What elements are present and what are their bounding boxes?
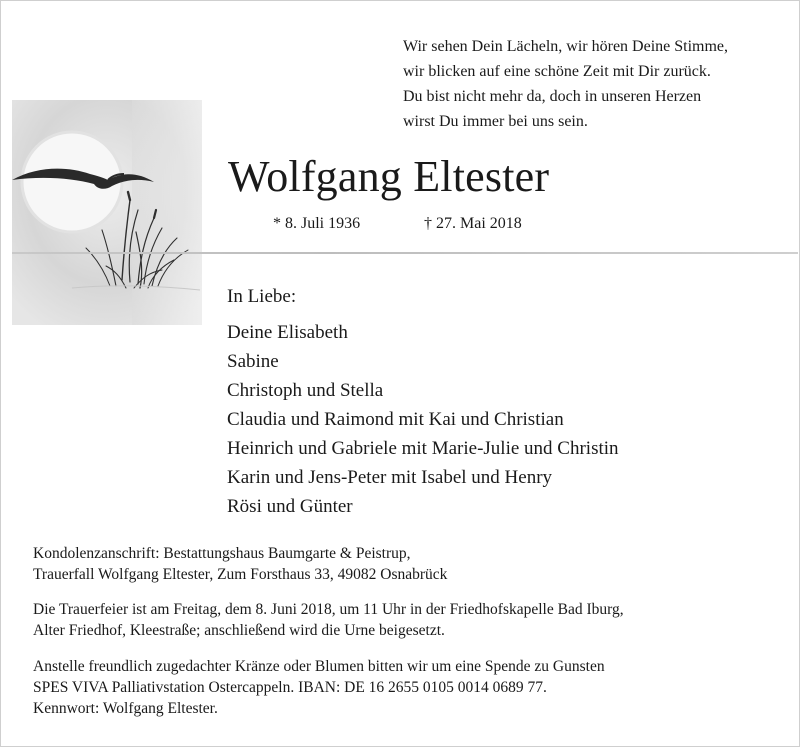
mourner-name: Rösi und Günter (227, 496, 353, 517)
condolence-address (33, 543, 783, 585)
memorial-poem (403, 34, 783, 134)
condolence-line: Trauerfall Wolfgang Eltester, Zum Forsthaus 33, 49082 Osnabrück (33, 566, 448, 583)
poem-line: Du bist nicht mehr da, doch in unseren Herzen (403, 88, 702, 105)
mourners-list (227, 318, 619, 521)
donation-line: Anstelle freundlich zugedachter Kränze oder Blumen bitten wir um eine Spende zu Gunsten (33, 658, 605, 675)
poem-line: wir blicken auf eine schöne Zeit mit Dir zurück. (403, 63, 711, 80)
donation-line: SPES VIVA Palliativstation Ostercappeln. IBAN: DE 16 2655 0105 0014 0689 77. (33, 679, 547, 696)
birth-date: * 8. Juli 1936 (273, 215, 361, 232)
divider-line (12, 252, 798, 254)
donation-info (33, 656, 783, 719)
memorial-artwork (12, 100, 202, 325)
mourner-name: Karin und Jens-Peter mit Isabel und Henry (227, 467, 553, 488)
donation-line: Kennwort: Wolfgang Eltester. (33, 700, 218, 717)
funeral-info (33, 599, 783, 641)
funeral-line: Die Trauerfeier ist am Freitag, dem 8. Juni 2018, um 11 Uhr in der Friedhofskapelle Bad Iburg, (33, 601, 624, 618)
funeral-line: Alter Friedhof, Kleestraße; anschließend wird die Urne beigesetzt. (33, 622, 445, 639)
mourner-name: Claudia und Raimond mit Kai und Christian (227, 409, 564, 430)
mourner-name: Deine Elisabeth (227, 322, 348, 343)
mourner-name: Heinrich und Gabriele mit Marie-Julie und Christin (227, 438, 619, 459)
mourner-name: Christoph und Stella (227, 380, 384, 401)
poem-line: wirst Du immer bei uns sein. (403, 113, 588, 130)
mourner-name: Sabine (227, 351, 279, 372)
condolence-line: Kondolenzanschrift: Bestattungshaus Baumgarte & Peistrup, (33, 545, 411, 562)
poem-line: Wir sehen Dein Lächeln, wir hören Deine Stimme, (403, 38, 729, 55)
mourners-heading: In Liebe: (227, 286, 297, 307)
deceased-name: Wolfgang Eltester (228, 152, 550, 201)
death-date: † 27. Mai 2018 (424, 215, 522, 232)
